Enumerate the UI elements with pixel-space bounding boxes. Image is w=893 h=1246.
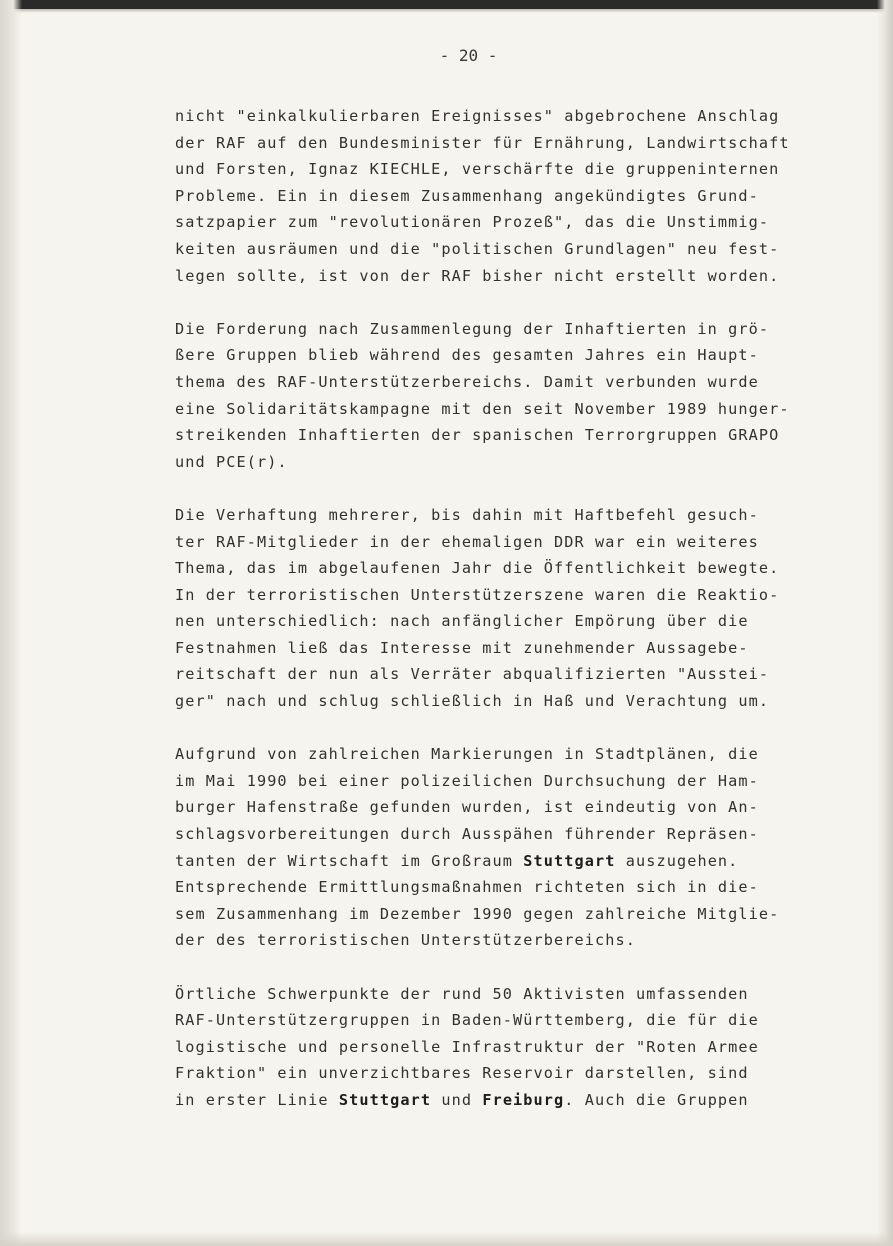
text-line: schlagsvorbereitungen durch Ausspähen führender Repräsen-	[175, 825, 759, 844]
text-line: streikenden Inhaftierten der spanischen Terrorgruppen GRAPO	[175, 426, 780, 445]
text-line: In der terroristischen Unterstützerszene waren die Reaktio-	[175, 585, 780, 604]
text-line: Aufgrund von zahlreichen Markierungen in Stadtplänen, die	[175, 745, 759, 764]
text-line: satzpapier zum "revolutionären Prozeß", das die Unstimmig-	[175, 213, 770, 232]
paragraph-3	[175, 502, 865, 715]
text-line: burger Hafenstraße gefunden wurden, ist eindeutig von An-	[175, 798, 759, 817]
text-segment: . Auch die Gruppen	[564, 1090, 749, 1109]
text-segment: und	[431, 1090, 483, 1109]
text-line: ger" nach und schlug schließlich in Haß und Verachtung um.	[175, 692, 770, 711]
page-right-edge	[877, 0, 893, 1246]
text-line: reitschaft der nun als Verräter abqualifizierten "Ausstei-	[175, 665, 770, 684]
text-line: keiten ausräumen und die "politischen Grundlagen" neu fest-	[175, 239, 780, 258]
text-line: im Mai 1990 bei einer polizeilichen Durchsuchung der Ham-	[175, 771, 759, 790]
emphasis-stuttgart: Stuttgart	[338, 1090, 432, 1109]
text-line: und PCE(r).	[175, 452, 288, 471]
text-segment: auszugehen.	[615, 851, 739, 870]
page-top-shadow	[0, 9, 893, 13]
text-line: der RAF auf den Bundesminister für Ernährung, Landwirtschaft	[175, 133, 790, 152]
text-line: Festnahmen ließ das Interesse mit zunehmender Aussagebe-	[175, 638, 749, 657]
text-line: eine Solidaritätskampagne mit den seit November 1989 hunger-	[175, 399, 790, 418]
text-line: und Forsten, Ignaz KIECHLE, verschärfte die gruppeninternen	[175, 160, 780, 179]
page-top-edge	[0, 0, 893, 9]
text-line-with-emphasis	[175, 1087, 865, 1114]
text-line: Fraktion" ein unverzichtbares Reservoir darstellen, sind	[175, 1064, 749, 1083]
text-line: sem Zusammenhang im Dezember 1990 gegen zahlreiche Mitglie-	[175, 904, 780, 923]
emphasis-freiburg: Freiburg	[482, 1090, 565, 1109]
text-line: thema des RAF-Unterstützerbereichs. Damit verbunden wurde	[175, 372, 759, 391]
paragraph-2	[175, 316, 865, 476]
text-line: Die Verhaftung mehrerer, bis dahin mit Haftbefehl gesuch-	[175, 505, 759, 524]
document-body	[175, 103, 865, 1140]
text-line: RAF-Unterstützergruppen in Baden-Württemberg, die für die	[175, 1011, 759, 1030]
text-line: legen sollte, ist von der RAF bisher nicht erstellt worden.	[175, 266, 780, 285]
page-number: - 20 -	[439, 46, 498, 65]
text-line: nen unterschiedlich: nach anfänglicher Empörung über die	[175, 612, 749, 631]
text-line: der des terroristischen Unterstützerbereichs.	[175, 931, 636, 950]
page-bottom-edge	[0, 1232, 893, 1246]
paragraph-5	[175, 981, 865, 1114]
paragraph-4	[175, 741, 865, 954]
text-line: logistische und personelle Infrastruktur der "Roten Armee	[175, 1037, 759, 1056]
text-line: Thema, das im abgelaufenen Jahr die Öffentlichkeit bewegte.	[175, 559, 780, 578]
page-left-edge	[0, 0, 22, 1246]
paragraph-1	[175, 103, 865, 289]
text-segment: tanten der Wirtschaft im Großraum	[175, 851, 524, 870]
text-line: ter RAF-Mitglieder in der ehemaligen DDR war ein weiteres	[175, 532, 759, 551]
text-line: ßere Gruppen blieb während des gesamten Jahres ein Haupt-	[175, 346, 759, 365]
text-line: Probleme. Ein in diesem Zusammenhang angekündigtes Grund-	[175, 186, 759, 205]
text-line-with-emphasis	[175, 848, 865, 875]
text-line: Die Forderung nach Zusammenlegung der Inhaftierten in grö-	[175, 319, 770, 338]
text-line: Örtliche Schwerpunkte der rund 50 Aktivisten umfassenden	[175, 984, 749, 1003]
text-segment: in erster Linie	[175, 1090, 339, 1109]
emphasis-stuttgart: Stuttgart	[523, 851, 616, 870]
text-line: nicht "einkalkulierbaren Ereignisses" abgebrochene Anschlag	[175, 107, 780, 125]
text-line: Entsprechende Ermittlungsmaßnahmen richteten sich in die-	[175, 878, 759, 897]
